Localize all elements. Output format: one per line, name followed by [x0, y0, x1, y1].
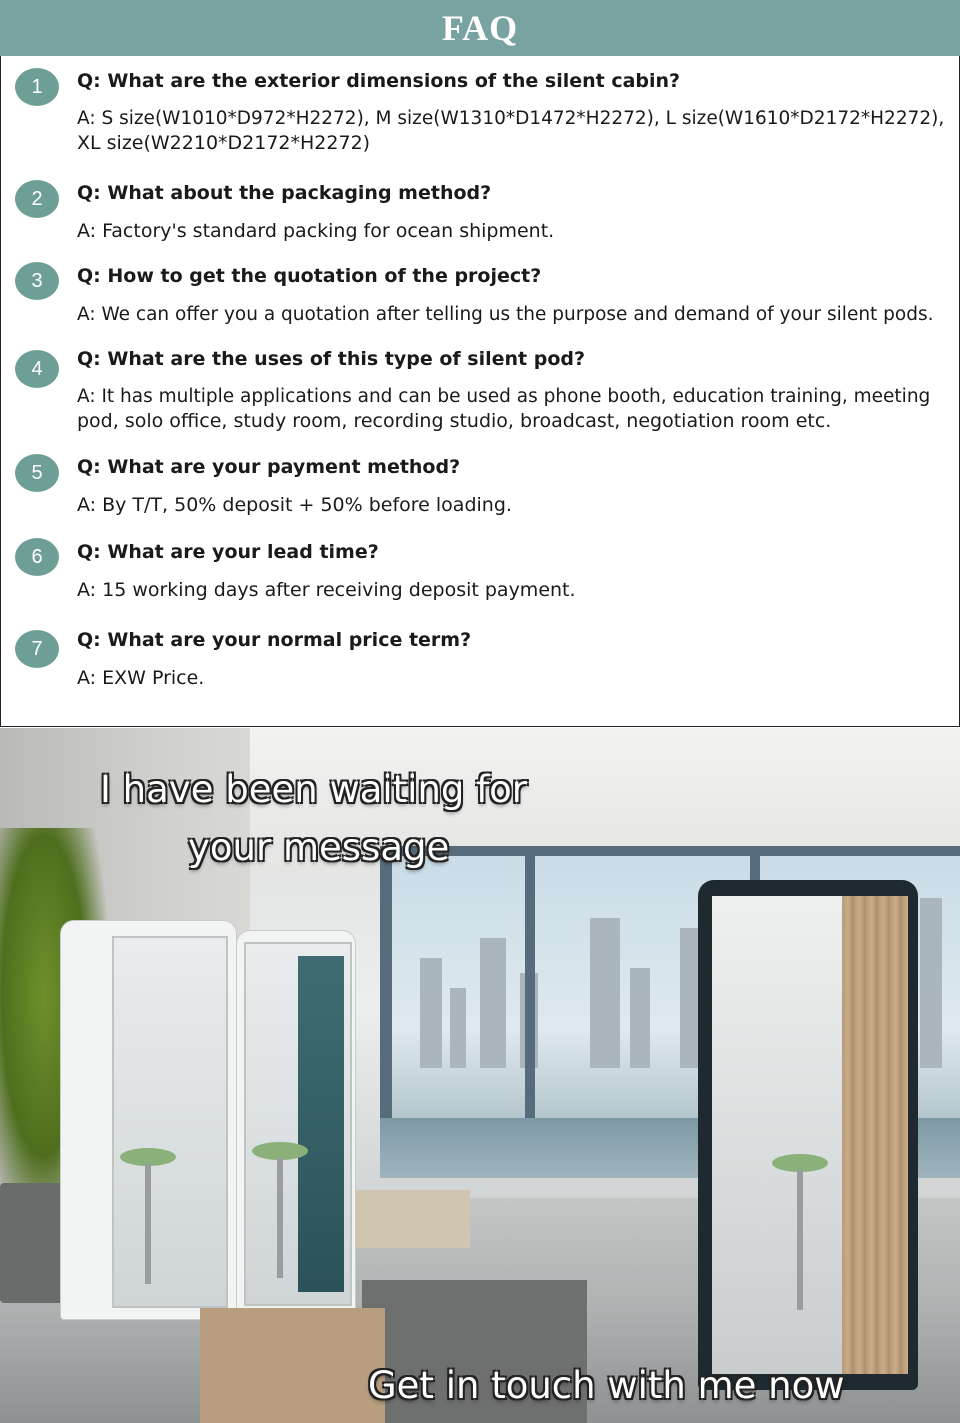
faq-answer-line: XL size(W2210*D2172*H2272)	[77, 132, 371, 154]
faq-question: Q: What are your normal price term?	[77, 629, 472, 651]
faq-number-badge: 6	[15, 538, 59, 576]
faq-question: Q: What about the packaging method?	[77, 182, 492, 204]
faq-answer-line: pod, solo office, study room, recording studio, broadcast, negotiation room etc.	[77, 410, 832, 432]
faq-number-badge: 3	[15, 262, 59, 300]
wood-panel	[842, 896, 908, 1374]
faq-title: FAQ	[441, 8, 519, 48]
faq-number-badge: 1	[15, 68, 59, 106]
faq-question: Q: What are your payment method?	[77, 456, 461, 478]
faq-question: Q: What are the exterior dimensions of the silent cabin?	[77, 70, 681, 92]
booth-glass-door	[112, 936, 228, 1308]
teal-back-panel	[298, 956, 344, 1292]
banner-cta: Get in touch with me now	[368, 1364, 845, 1407]
ottoman	[200, 1308, 385, 1423]
faq-number-badge: 4	[15, 350, 59, 388]
faq-question: Q: How to get the quotation of the project?	[77, 265, 542, 287]
faq-list	[0, 56, 960, 727]
banner-headline-line2: your message	[188, 826, 450, 869]
faq-answer-line: A: By T/T, 50% deposit + 50% before loading.	[77, 494, 512, 516]
dark-booth-interior	[712, 896, 842, 1374]
faq-header	[0, 0, 960, 56]
ottoman	[355, 1190, 470, 1248]
faq-answer-line: A: EXW Price.	[77, 667, 205, 689]
faq-question: Q: What are your lead time?	[77, 541, 379, 563]
office-booth-photo	[0, 728, 960, 1423]
faq-answer-line: A: 15 working days after receiving deposit payment.	[77, 579, 576, 601]
faq-number-badge: 5	[15, 454, 59, 492]
faq-question: Q: What are the uses of this type of silent pod?	[77, 348, 586, 370]
faq-number-badge: 7	[15, 630, 59, 668]
faq-answer-line: A: S size(W1010*D972*H2272), M size(W1310*D1472*H2272), L size(W1610*D2172*H2272),	[77, 108, 945, 129]
faq-answer-line: A: We can offer you a quotation after telling us the purpose and demand of your silent pods.	[77, 304, 934, 325]
faq-answer-line: A: It has multiple applications and can be used as phone booth, education training, meeting	[77, 386, 931, 407]
faq-answer-line: A: Factory's standard packing for ocean shipment.	[77, 220, 555, 242]
faq-number-badge: 2	[15, 180, 59, 218]
banner-headline-line1: I have been waiting for	[100, 768, 528, 811]
